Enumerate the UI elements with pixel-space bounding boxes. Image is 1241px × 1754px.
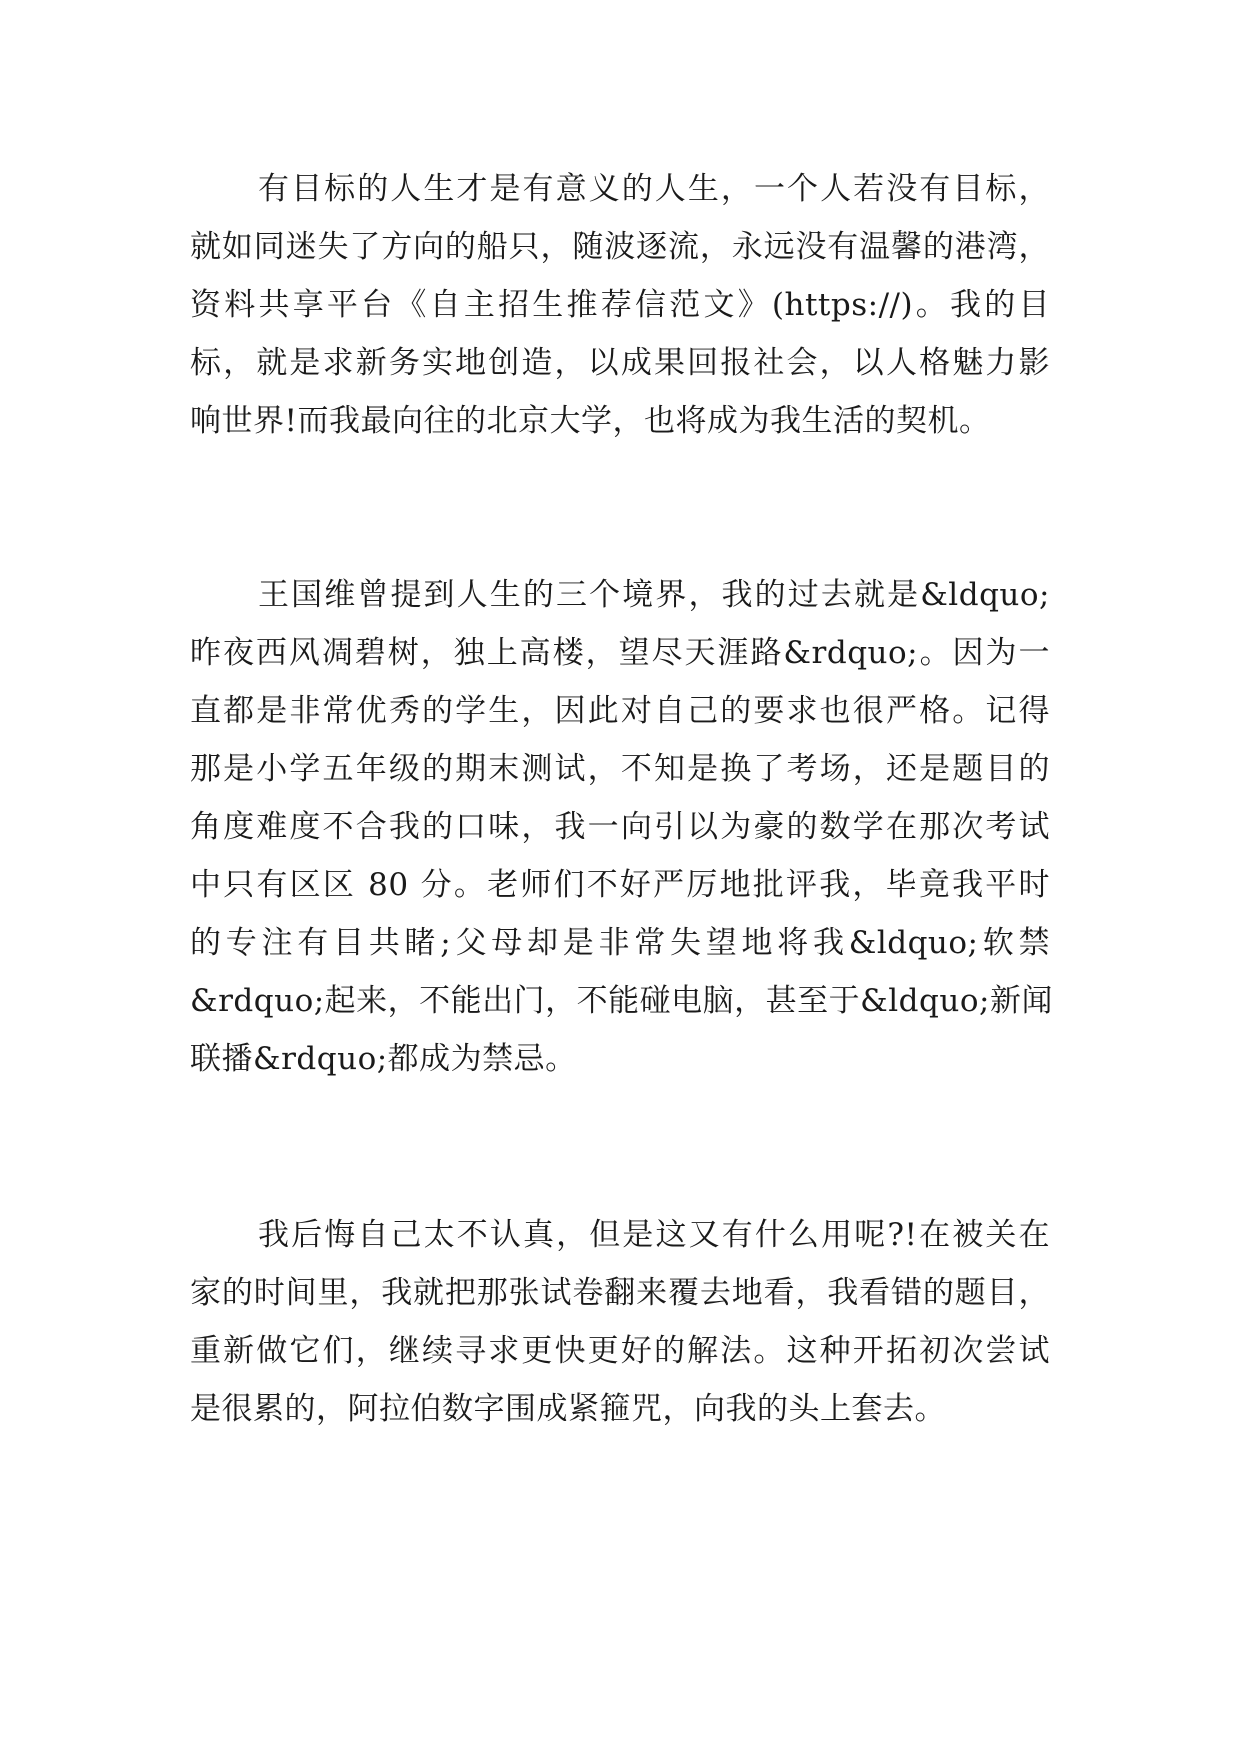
paragraph-line: 我后悔自己太不认真，但是这又有什么用呢?!在被关在 [258,1217,1050,1253]
paragraph-past [190,566,1053,1088]
paragraph-line: 重新做它们，继续寻求更快更好的解法。这种开拓初次尝试 [190,1333,1050,1369]
paragraph-line: 直都是非常优秀的学生，因此对自己的要求也很严格。记得 [190,693,1050,729]
paragraph-line: 就如同迷失了方向的船只，随波逐流，永远没有温馨的港湾， [190,229,1050,265]
paragraph-goal [190,160,1050,450]
paragraph-line: 标，就是求新务实地创造，以成果回报社会，以人格魅力影 [190,345,1050,381]
paragraph-line: 资料共享平台《自主招生推荐信范文》(https://)。我的目 [190,287,1050,323]
paragraph-line: &rdquo;起来，不能出门，不能碰电脑，甚至于&ldquo;新闻 [190,983,1053,1019]
paragraph-line: 联播&rdquo;都成为禁忌。 [190,1041,577,1077]
paragraph-line: 是很累的，阿拉伯数字围成紧箍咒，向我的头上套去。 [190,1391,946,1427]
paragraph-line: 有目标的人生才是有意义的人生，一个人若没有目标， [258,171,1050,207]
paragraph-line: 中只有区区 80 分。老师们不好严厉地批评我，毕竟我平时 [190,867,1050,903]
paragraph-line: 昨夜西风凋碧树，独上高楼，望尽天涯路&rdquo;。因为一 [190,635,1050,671]
paragraph-line: 家的时间里，我就把那张试卷翻来覆去地看，我看错的题目， [190,1275,1050,1311]
paragraph-line: 响世界!而我最向往的北京大学，也将成为我生活的契机。 [190,403,991,439]
paragraph-regret [190,1206,1050,1438]
paragraph-line: 那是小学五年级的期末测试，不知是换了考场，还是题目的 [190,751,1050,787]
paragraph-line: 角度难度不合我的口味，我一向引以为豪的数学在那次考试 [190,809,1050,845]
paragraph-line: 的专注有目共睹;父母却是非常失望地将我&ldquo;软禁 [190,925,1050,961]
paragraph-line: 王国维曾提到人生的三个境界，我的过去就是&ldquo; [258,577,1050,613]
